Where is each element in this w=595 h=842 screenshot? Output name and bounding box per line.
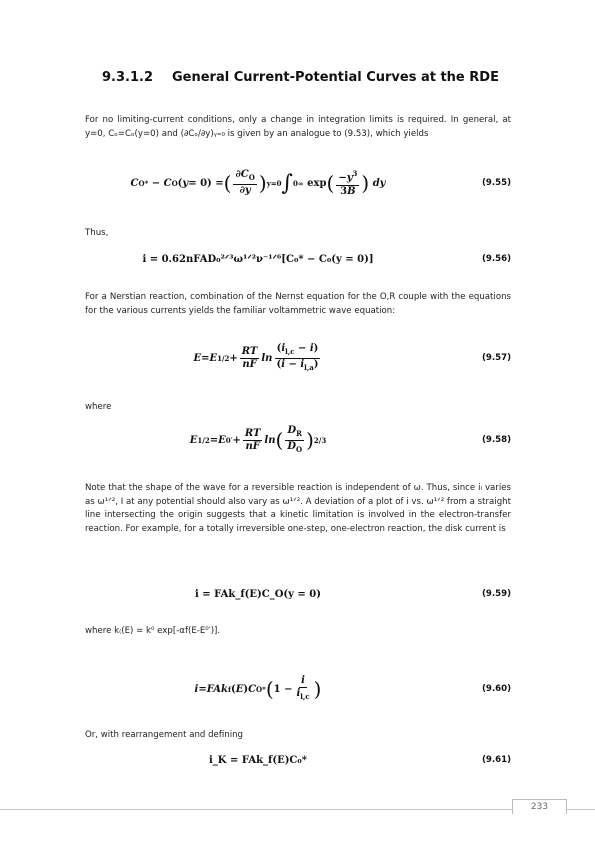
equation-9-59-body: i = FAk_f(E)C_O(y = 0)	[195, 588, 321, 600]
equation-9-60-body: i = FAk f ( E ) C O * ( 1 − $\frac{i}{i_{l,c}}$ )	[194, 675, 322, 701]
equation-9-61	[85, 745, 511, 775]
equation-9-60-number: (9.60)	[481, 684, 511, 694]
section-number: 9.3.1.2	[102, 70, 153, 85]
section-heading	[102, 70, 499, 85]
equation-9-55	[85, 168, 511, 198]
label-thus: Thus,	[85, 228, 109, 238]
equation-9-56-number: (9.56)	[481, 254, 511, 264]
label-where: where	[85, 402, 112, 412]
equation-9-58-body: E 1/2 = E 0′ + $\frac{RT}{nF}$ ln ( $\frac{D_R}{D_O}$ ) 2/3	[189, 424, 327, 454]
equation-9-59-number: (9.59)	[481, 589, 511, 599]
label-where-kf: where k₍(E) = k⁰ exp[-αf(E-E⁰′)].	[85, 626, 221, 636]
equation-9-56-body: i = 0.62nFAD₀²ᐟ³ω¹ᐟ²ν⁻¹ᐟ⁶[C₀* − C₀(y = 0)]	[142, 253, 374, 265]
paragraph-wave-shape: Note that the shape of the wave for a reversible reaction is independent of ω. Thus, since iₗ varies as ω¹ᐟ², I at any potential should also vary as ω¹ᐟ². A deviation of a plot of i vs. ω¹ᐟ² from a straight line intersecting the origin suggests that a kinetic limitation is involved in the electron-transfer reaction. For example, for a totally irreversible one-step, one-electron reaction, the disk current is	[85, 483, 511, 534]
equation-9-58-number: (9.58)	[481, 435, 511, 445]
equation-9-57-body: E = E 1/2 + $\frac{RT}{nF}$ ln $\frac{(i_{l,c} - i)}{(i - i_{l,a})}$	[193, 342, 319, 372]
paragraph-nernst: For a Nerstian reaction, combination of the Nernst equation for the O,R couple with the equations for the various currents yields the familiar voltammetric wave equation:	[85, 292, 511, 316]
equation-9-55-number: (9.55)	[481, 178, 511, 188]
label-rearrangement: Or, with rearrangement and defining	[85, 730, 243, 740]
page-number: 233	[512, 799, 567, 814]
equation-9-58	[85, 425, 511, 455]
equation-9-57-number: (9.57)	[481, 353, 511, 363]
paragraph-intro: For no limiting-current conditions, only a change in integration limits is required. In general, at y=0, Cₒ=Cₒ(y=0) and (∂Cₒ/∂y)ᵧ₌₀ is given by an analogue to (9.53), which yields	[85, 115, 511, 139]
equation-9-60	[85, 674, 511, 704]
section-title: General Current-Potential Curves at the RDE	[172, 70, 499, 85]
equation-9-61-number: (9.61)	[481, 755, 511, 765]
equation-9-57	[85, 343, 511, 373]
footer-rule	[0, 809, 595, 810]
equation-9-59	[85, 579, 511, 609]
equation-9-61-body: i_K = FAk_f(E)C₀*	[209, 754, 307, 766]
equation-9-56	[85, 244, 511, 274]
equation-9-55-body: C O * − C O ( y = 0) = ( $\frac{\partial C_O}{\partial y}$ ) y=0 ∫ 0 ∞ exp ( $\frac{-y^3}{3B}$ ) dy	[130, 169, 386, 197]
